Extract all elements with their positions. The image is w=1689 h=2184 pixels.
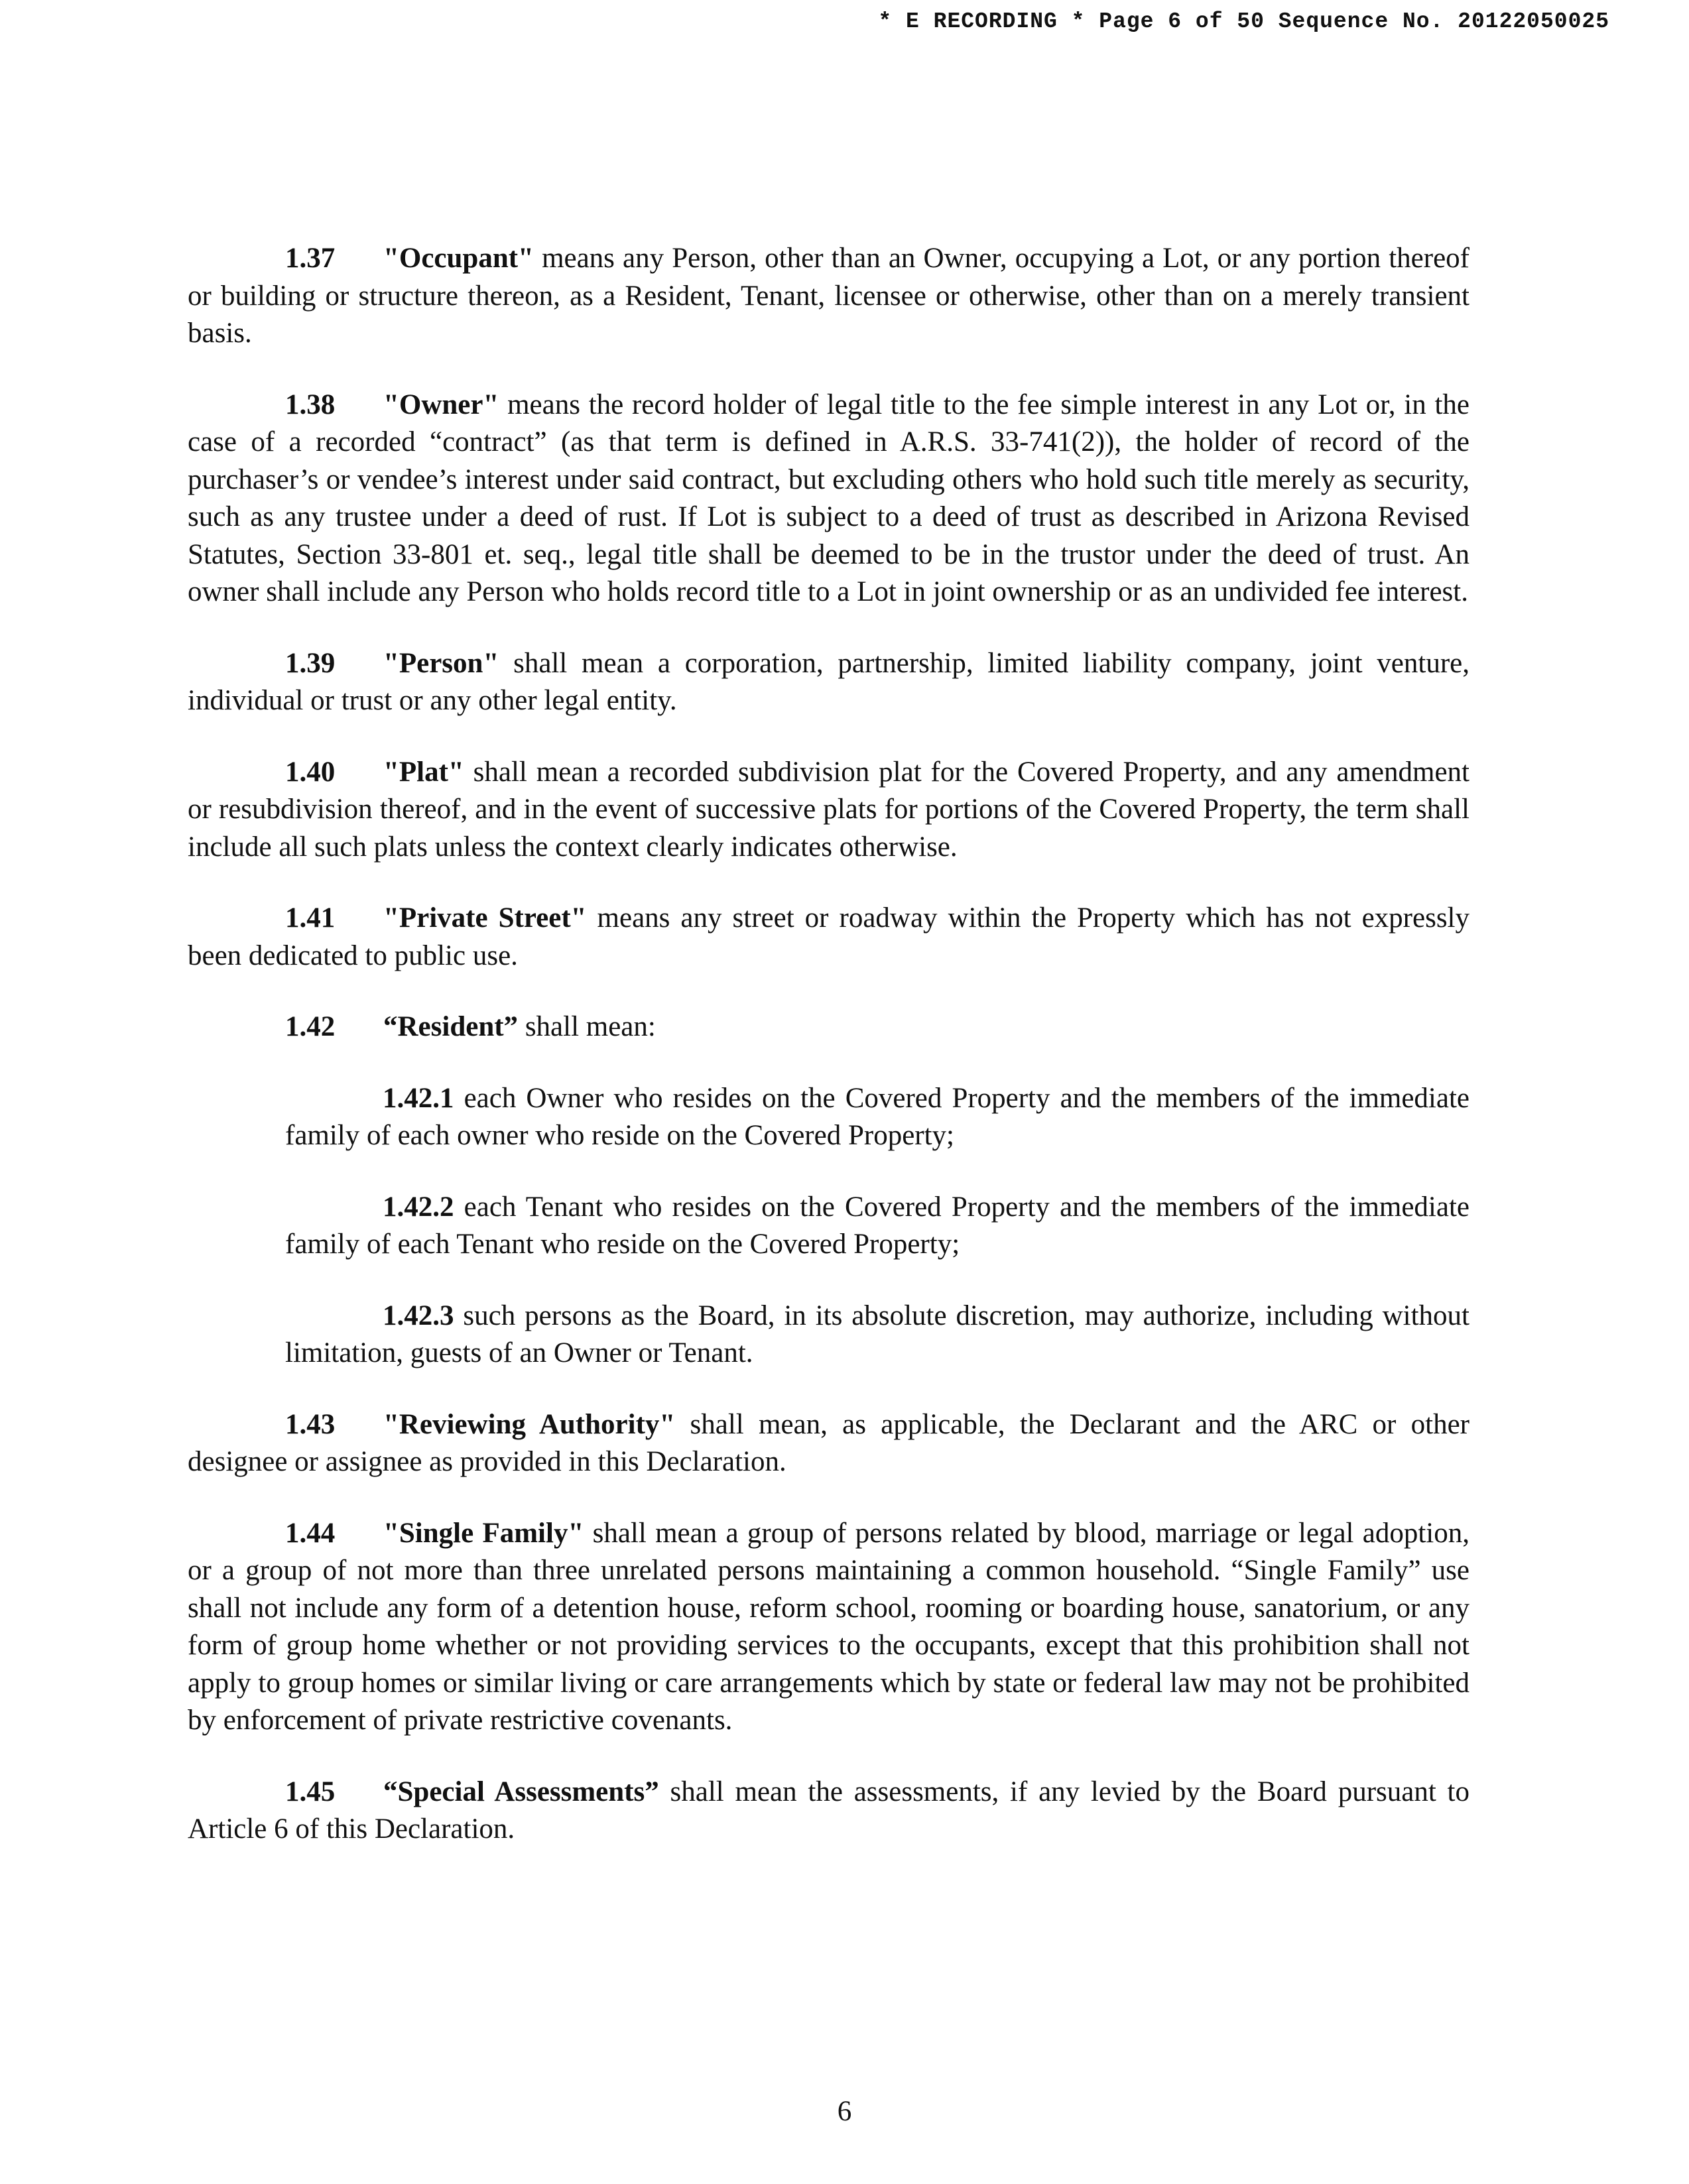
defined-term: "Private Street": [383, 902, 587, 934]
definition-text: shall mean a group of persons related by blood, marriage or legal adoption, or a group of not more than three unrelated persons maintaining a common household. “Single Family” use shall not include any form of a detention house, reform school, rooming or boarding house, sanatorium, or any form of group home whether or not providing services to the occupants, except that this prohibition shall not apply to group homes or similar living or care arrangements which by state or federal law may not be prohibited by enforcement of private restrictive covenants.: [188, 1517, 1470, 1736]
subsection-text: such persons as the Board, in its absolute discretion, may authorize, including without limitation, guests of an Owner or Tenant.: [285, 1300, 1470, 1368]
definition-1-41: [188, 900, 1470, 975]
subsection-number: 1.42.1: [383, 1082, 454, 1114]
subsection-number: 1.42.3: [383, 1300, 454, 1331]
defined-term: "Occupant": [383, 243, 534, 274]
definition-1-40: [188, 754, 1470, 867]
document-body: [188, 240, 1470, 1882]
definition-1-45: [188, 1774, 1470, 1849]
section-number: 1.38: [285, 389, 336, 420]
definition-1-37: [188, 240, 1470, 353]
section-number: 1.37: [285, 243, 336, 274]
sub-definition-1-42-3: [285, 1298, 1470, 1372]
definition-text: means the record holder of legal title to the fee simple interest in any Lot or, in the case of a recorded “contract” (as that term is defined in A.R.S. 33-741(2)), the holder of record of the purchaser’s or vendee’s interest under said contract, but excluding others who hold such title merely as security, such as any trustee under a deed of rust. If Lot is subject to a deed of trust as described in Arizona Revised Statutes, Section 33-801 et. seq., legal title shall be deemed to be in the trustor under the deed of trust. An owner shall include any Person who holds record title to a Lot in joint ownership or as an undivided fee interest.: [188, 389, 1470, 607]
subsection-number: 1.42.2: [383, 1191, 454, 1223]
subsection-text: each Owner who resides on the Covered Property and the members of the immediate family of each owner who reside on the Covered Property;: [285, 1082, 1470, 1151]
section-number: 1.41: [285, 902, 336, 934]
recording-header: * E RECORDING * Page 6 of 50 Sequence No. 20122050025: [878, 9, 1609, 34]
definition-text: shall mean the assessments, if any levied by the Board pursuant to Article 6 of this Declaration.: [188, 1776, 1470, 1845]
defined-term: "Owner": [383, 389, 499, 420]
defined-term: "Reviewing Authority": [383, 1408, 676, 1440]
section-number: 1.40: [285, 756, 336, 788]
defined-term: "Single Family": [383, 1517, 584, 1549]
definition-text: means any Person, other than an Owner, occupying a Lot, or any portion thereof or building or structure thereon, as a Resident, Tenant, licensee or otherwise, other than on a merely transient basis.: [188, 243, 1470, 349]
definition-1-43: [188, 1406, 1470, 1481]
section-number: 1.43: [285, 1408, 336, 1440]
definition-text: shall mean a recorded subdivision plat for the Covered Property, and any amendment or resubdivision thereof, and in the event of successive plats for portions of the Covered Property, the term shall include all such plats unless the context clearly indicates otherwise.: [188, 756, 1470, 863]
definition-text: shall mean, as applicable, the Declarant and the ARC or other designee or assignee as provided in this Declaration.: [188, 1408, 1470, 1477]
definition-1-42: [188, 1008, 1470, 1046]
defined-term: "Person": [383, 647, 499, 679]
section-number: 1.42: [285, 1011, 336, 1042]
definition-text: shall mean a corporation, partnership, limited liability company, joint venture, individual or trust or any other legal entity.: [188, 647, 1470, 716]
definition-1-39: [188, 645, 1470, 720]
defined-term: “Special Assessments”: [383, 1776, 659, 1807]
definition-1-44: [188, 1515, 1470, 1740]
definition-text: shall mean:: [518, 1011, 656, 1042]
definition-text: means any street or roadway within the Property which has not expressly been dedicated to public use.: [188, 902, 1470, 971]
sub-definition-1-42-2: [285, 1189, 1470, 1264]
defined-term: “Resident”: [383, 1011, 519, 1042]
subsection-text: each Tenant who resides on the Covered Property and the members of the immediate family of each Tenant who reside on the Covered Property;: [285, 1191, 1470, 1260]
section-number: 1.39: [285, 647, 336, 679]
definition-1-38: [188, 387, 1470, 611]
section-number: 1.45: [285, 1776, 336, 1807]
defined-term: "Plat": [383, 756, 464, 788]
page-number: 6: [837, 2096, 852, 2127]
sub-definition-1-42-1: [285, 1080, 1470, 1155]
section-number: 1.44: [285, 1517, 336, 1549]
